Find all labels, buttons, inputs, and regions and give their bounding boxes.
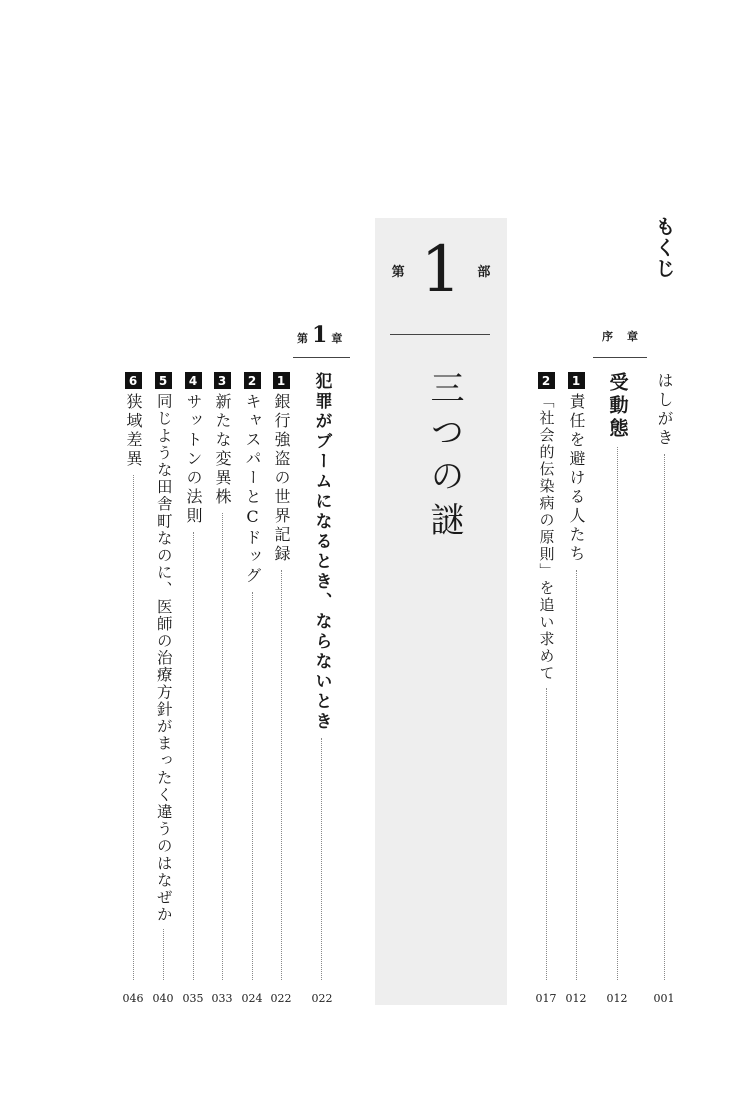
chapter-heading: 第 1 章 — [297, 322, 343, 348]
leader-dots — [222, 513, 223, 980]
section-number-badge: 1 — [273, 372, 290, 389]
part-heading: 第 1 部 — [391, 233, 491, 307]
toc-section[interactable] — [212, 372, 232, 980]
leader-dots — [321, 738, 322, 980]
toc-chapter-prologue[interactable] — [604, 372, 630, 980]
section-title: 責任を避ける人たち — [567, 393, 586, 564]
section-title: サットンの法則 — [184, 393, 203, 526]
page-number: 024 — [241, 992, 263, 1005]
toc-chapter-1[interactable] — [308, 372, 334, 980]
page-number: 001 — [653, 992, 675, 1005]
leader-dots — [576, 570, 577, 980]
chapter-title: 犯罪がブームになるとき、ならないとき — [311, 372, 332, 732]
section-number-badge: 2 — [244, 372, 261, 389]
toc-section[interactable] — [183, 372, 203, 980]
leader-dots — [546, 688, 547, 980]
section-number-badge: 4 — [185, 372, 202, 389]
section-title: 新たな変異株 — [213, 393, 232, 507]
page-number: 046 — [122, 992, 144, 1005]
chapter-title: 受動態 — [606, 372, 629, 441]
leader-dots — [664, 454, 665, 980]
toc-section[interactable] — [242, 372, 262, 980]
part-band — [375, 218, 507, 1005]
toc-section[interactable] — [566, 372, 586, 980]
leader-dots — [193, 532, 194, 980]
page-number: 022 — [311, 992, 333, 1005]
page-number: 033 — [211, 992, 233, 1005]
toc-entry-label: はしがき — [655, 372, 674, 448]
section-number-badge: 2 — [538, 372, 555, 389]
page-title: もくじ — [652, 216, 676, 279]
part-rule — [390, 334, 490, 335]
page-number: 022 — [270, 992, 292, 1005]
section-title: 狭域差異 — [124, 393, 143, 469]
section-number-badge: 5 — [155, 372, 172, 389]
toc-section[interactable] — [536, 372, 556, 980]
part-number: 1 — [420, 233, 462, 307]
section-title: キャスパーとCドッグ — [243, 393, 262, 586]
page-number: 017 — [535, 992, 557, 1005]
leader-dots — [617, 447, 618, 980]
toc-entry-hashigaki[interactable] — [654, 372, 674, 980]
section-title: 「社会的伝染病の原則」を追い求めて — [537, 393, 556, 682]
section-number-badge: 3 — [214, 372, 231, 389]
leader-dots — [252, 592, 253, 980]
part-title: 三つの謎 — [424, 370, 464, 546]
section-title: 銀行強盗の世界記録 — [272, 393, 291, 564]
leader-dots — [281, 570, 282, 980]
chapter-number: 1 — [312, 322, 328, 348]
section-title: 同じような田舎町なのに、医師の治療方針がまったく違うのはなぜか — [154, 393, 173, 924]
chapter-rule — [293, 357, 350, 358]
toc-section[interactable] — [123, 372, 143, 980]
leader-dots — [163, 929, 164, 980]
section-number-badge: 6 — [125, 372, 142, 389]
toc-section[interactable] — [271, 372, 291, 980]
prologue-rule — [593, 357, 647, 358]
prologue-heading: 序 章 — [602, 330, 638, 343]
leader-dots — [133, 475, 134, 980]
page-number: 012 — [606, 992, 628, 1005]
toc-section[interactable] — [153, 372, 173, 980]
page-number: 040 — [152, 992, 174, 1005]
page-number: 012 — [565, 992, 587, 1005]
page-number: 035 — [182, 992, 204, 1005]
section-number-badge: 1 — [568, 372, 585, 389]
